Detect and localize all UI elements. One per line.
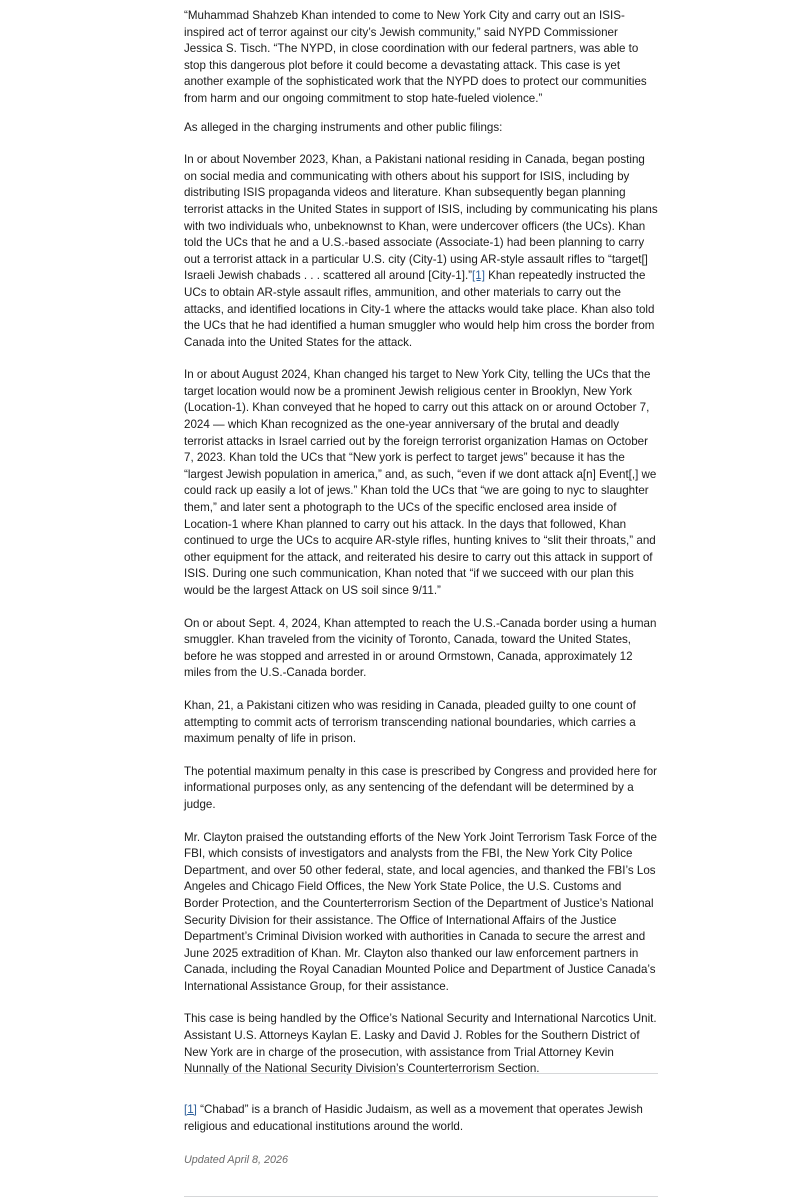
bottom-divider [184, 1196, 658, 1197]
paragraph-text: Khan repeatedly instructed the UCs to obtain AR-style assault rifles, ammunition, and other materials to carry out the attacks, and identified locations in City-1 where the attacks would take place. Khan also told the UCs that he had identified a human smuggler who would help him cross the border from Canada into the United States for the attack. [184, 269, 655, 349]
arrest-paragraph: On or about Sept. 4, 2024, Khan attempted to reach the U.S.-Canada border using a human smuggler. Khan traveled from the vicinity of Toronto, Canada, toward the United States, before he was stopped and arrested in or around Ormstown, Canada, approximately 12 miles from the U.S.-Canada border. [184, 616, 657, 680]
plea-paragraph: Khan, 21, a Pakistani citizen who was residing in Canada, pleaded guilty to one count of attempting to commit acts of terrorism transcending national boundaries, which carries a maximum penalty of life in prison. [184, 698, 636, 746]
allegations-intro-paragraph: As alleged in the charging instruments and other public filings: [184, 120, 503, 134]
commissioner-quote-paragraph: “Muhammad Shahzeb Khan intended to come to New York City and carry out an ISIS-inspired act of terror against our city’s Jewish community,” said NYPD Commissioner Jessica S. Tisch. “The NYPD, in close coordination with our federal partners, was able to stop this dangerous plot before it could become a devastating attack. This case is yet another example of the sophisticated work that the NYPD does to protect our communities from harm and our ongoing commitment to stop hate-fueled violence.” [184, 9, 647, 105]
november-2023-paragraph [184, 152, 658, 351]
penalty-paragraph: The potential maximum penalty in this case is prescribed by Congress and provided here for informational purposes only, as any sentencing of the defendant will be determined by a judge. [184, 764, 658, 811]
article-body [184, 8, 658, 1094]
prosecution-team-paragraph: This case is being handled by the Office’s National Security and International Narcotics Unit. Assistant U.S. Attorneys Kaylan E. Lasky and David J. Robles for the Southern District of New York are in charge of the prosecution, with assistance from Trial Attorney Kevin Nunnally of the National Security Division’s Counterterrorism Section. [184, 1012, 657, 1076]
updated-date: Updated April 8, 2026 [184, 1154, 289, 1166]
august-2024-paragraph: In or about August 2024, Khan changed his target to New York City, telling the UCs that the target location would now be a prominent Jewish religious center in Brooklyn, New York (Location-1). Khan conveyed that he hoped to carry out this attack on or around October 7, 2024 — which Khan recognized as the one-year anniversary of the brutal and deadly terrorist attacks in Israel carried out by the foreign terrorist organization Hamas on October 7, 2023. Khan told the UCs that “New york is perfect to target jews” because it has the “largest Jewish population in america,” and, as such, “even if we dont attack a[n] Event[,] we could rack up easily a lot of jews.” Khan told the UCs that “we are going to nyc to slaughter them,” and later sent a photograph to the UCs of the specific enclosed area inside of Location-1 where Khan planned to carry out his attack. In the days that followed, Khan continued to urge the UCs to acquire AR-style rifles, hunting knives to “slit their throats,” and other equipment for the attack, and reiterated his desire to carry out this attack in support of ISIS. During one such communication, Khan noted that “if we succeed with our plan this would be the largest Attack on US soil since 9/11.” [184, 368, 657, 597]
section-divider [184, 1073, 658, 1074]
footnote-text: “Chabad” is a branch of Hasidic Judaism, as well as a movement that operates Jewish religious and educational institutions around the world. [184, 1103, 643, 1133]
footnote-reference-link[interactable]: [1] [472, 269, 485, 283]
footnote [184, 1102, 658, 1135]
acknowledgements-paragraph: Mr. Clayton praised the outstanding efforts of the New York Joint Terrorism Task Force of the FBI, which consists of investigators and analysts from the FBI, the New York City Police Department, and over 50 other federal, state, and local agencies, and thanked the FBI’s Los Angeles and Chicago Field Offices, the New York State Police, the U.S. Customs and Border Protection, and the Counterterrorism Section of the Department of Justice’s National Security Division for their assistance. The Office of International Affairs of the Justice Department’s Criminal Division worked with authorities in Canada to secure the arrest and June 2025 extradition of Khan. Mr. Clayton also thanked our law enforcement partners in Canada, including the Royal Canadian Mounted Police and Department of Justice Canada’s International Assistance Group, for their assistance. [184, 830, 658, 993]
footnote-anchor-link[interactable]: [1] [184, 1103, 197, 1116]
paragraph-text: In or about November 2023, Khan, a Pakistani national residing in Canada, began posting on social media and communicating with others about his support for ISIS, including by distributing ISIS propaganda videos and literature. Khan subsequently began planning terrorist attacks in the United States in support of ISIS, including by communicating his plans with two individuals who, unbeknownst to Khan, were undercover officers (the UCs). Khan told the UCs that he and a U.S.-based associate (Associate-1) had been planning to carry out a terrorist attack in a particular U.S. city (City-1) using AR-style assault rifles to “target[] Israeli Jewish chabads . . . scattered all around [City-1].” [184, 153, 658, 283]
